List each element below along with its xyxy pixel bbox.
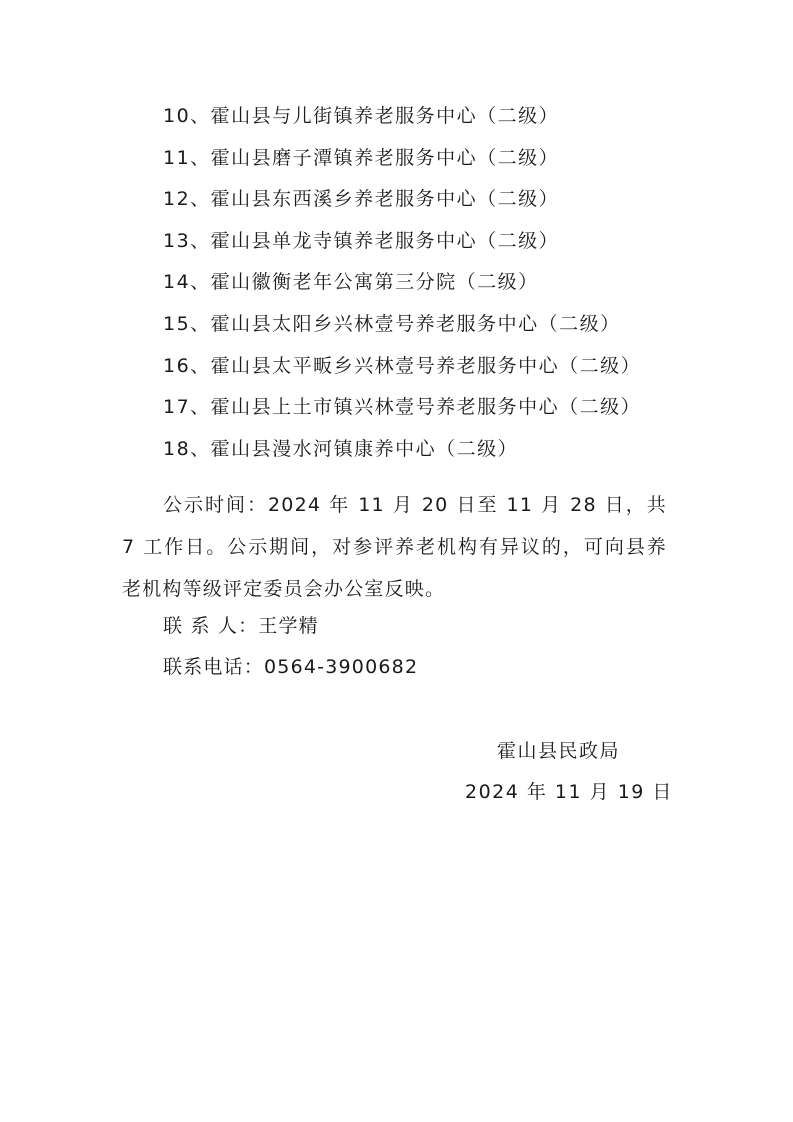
signature-organization: 霍山县民政局 [497,740,621,762]
contact-phone-number: 0564-3900682 [264,656,419,678]
contact-person-line [163,609,319,643]
list-item: 13、霍山县单龙寺镇养老服务中心（二级） [163,229,560,252]
list-item: 11、霍山县磨子潭镇养老服务中心（二级） [163,146,560,169]
contact-phone-label: 联系电话： [163,656,265,678]
institution-list [163,99,641,473]
list-item: 17、霍山县上土市镇兴林壹号养老服务中心（二级） [163,396,642,419]
contact-phone-line [163,650,418,684]
list-item: 10、霍山县与儿街镇养老服务中心（二级） [163,105,560,127]
list-item: 14、霍山徽衡老年公寓第三分院（二级） [163,271,539,294]
contact-person-label: 联 系 人： [163,615,259,637]
notice-paragraph: 公示时间：2024 年 11 月 20 日至 11 月 28 日，共 7 工作日。公示期间，对参评养老机构有异议的，可向县养老机构等级评定委员会办公室反映。 [122,494,667,600]
list-item: 15、霍山县太阳乡兴林壹号养老服务中心（二级） [163,312,621,335]
contact-person-name: 王学精 [258,615,319,637]
signature-date: 2024 年 11 月 19 日 [465,781,673,803]
list-item: 18、霍山县漫水河镇康养中心（二级） [163,437,519,460]
list-item: 12、霍山县东西溪乡养老服务中心（二级） [163,188,560,211]
list-item: 16、霍山县太平畈乡兴林壹号养老服务中心（二级） [163,354,642,377]
